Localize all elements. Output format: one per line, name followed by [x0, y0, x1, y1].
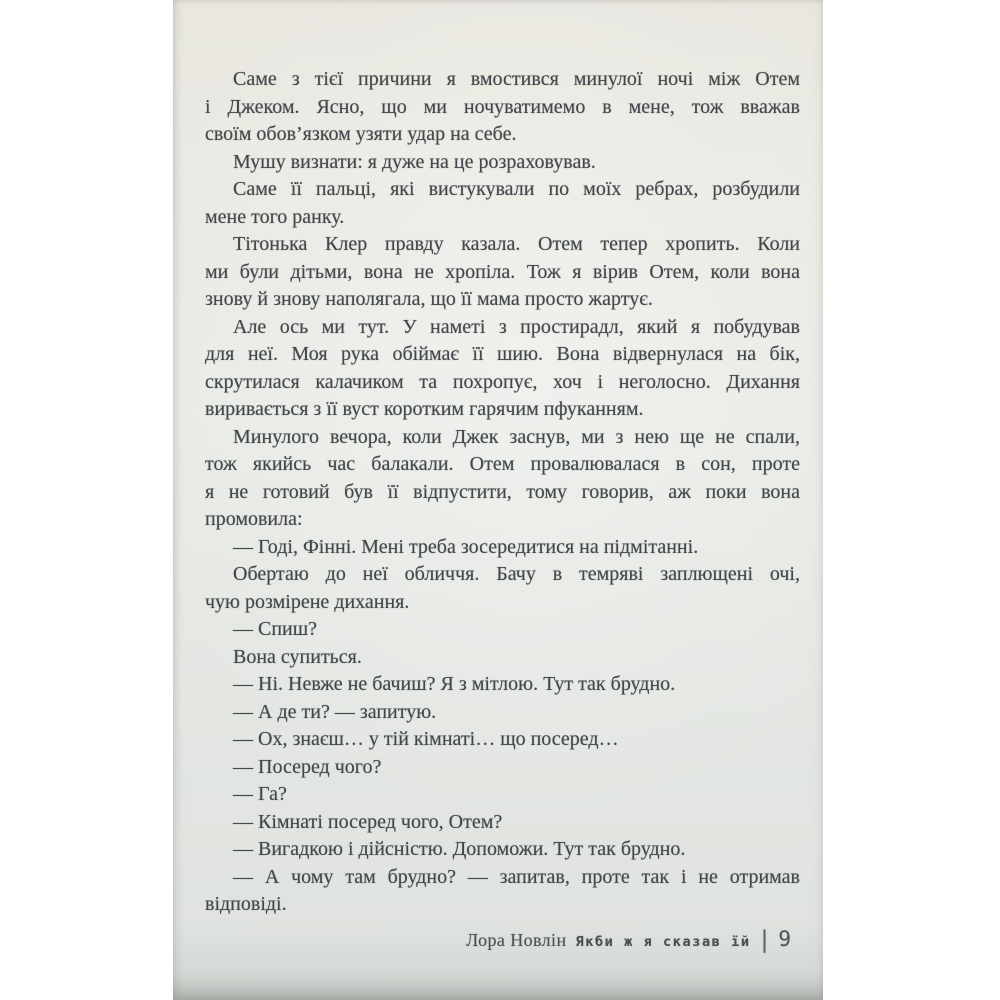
text-line: Мушу визнати: я дуже на це розраховував.	[233, 150, 596, 173]
text-line: — А чому там брудно? — запитав, проте так і не отримав	[233, 865, 800, 888]
text-line: я не готовий був її відпустити, тому говорив, аж поки вона	[205, 480, 800, 503]
text-line: Обертаю до неї обличчя. Бачу в темряві заплющені очі,	[233, 563, 800, 585]
footer-separator: |	[760, 927, 769, 953]
text-line: Вона супиться.	[233, 645, 362, 668]
text-line: і Джеком. Ясно, що ми ночуватимемо в мене, тож вважав	[205, 95, 800, 118]
page-number: 9	[778, 927, 791, 951]
book-page-photo	[173, 0, 823, 1000]
text-line: — Га?	[233, 783, 287, 805]
text-line: ми були дітьми, вона не хропіла. Тож я вірив Отем, коли вона	[205, 260, 800, 283]
text-line: — Спиш?	[233, 618, 318, 640]
page-footer	[466, 926, 791, 952]
text-line: — Вигадкою і дійсністю. Допоможи. Тут так брудно.	[233, 838, 686, 860]
text-line: виривається з її вуст коротким гарячим пфуканням.	[205, 398, 644, 420]
text-line: Саме з тієї причини я вмостився минулої ночі між Отем	[233, 68, 800, 90]
text-line: — Ні. Невже не бачиш? Я з мітлою. Тут так брудно.	[233, 673, 676, 695]
text-line: чую розмірене дихання.	[205, 590, 410, 613]
text-line: своїм обов’язком узяти удар на себе.	[205, 123, 517, 145]
text-line: промовила:	[205, 508, 303, 530]
text-line: мене того ранку.	[205, 205, 345, 228]
footer-author: Лора Новлін	[465, 930, 567, 950]
text-line: — Посеред чого?	[233, 755, 382, 778]
text-line: Минулого вечора, коли Джек заснув, ми з нею ще не спали,	[233, 425, 800, 448]
footer-book-title: Якби ж я сказав їй	[575, 934, 751, 950]
text-line: Але ось ми тут. У наметі з простирадл, який я побудував	[233, 315, 800, 338]
text-line: знову й знову наполягала, що її мама просто жартує.	[205, 288, 653, 310]
text-line: відповіді.	[205, 893, 287, 915]
text-line: — Кімнаті посеред чого, Отем?	[233, 810, 503, 833]
text-line: скрутилася калачиком та похропує, хоч і неголосно. Дихання	[205, 370, 800, 393]
text-line: — Ох, знаєш… у тій кімнаті… що посеред…	[233, 728, 619, 750]
text-line: — Годі, Фінні. Мені треба зосередитися на підмітанні.	[233, 535, 699, 558]
text-line: Саме її пальці, які вистукували по моїх ребрах, розбудили	[233, 178, 800, 200]
text-line: тож якийсь час балакали. Отем провалювалася в сон, проте	[205, 453, 800, 475]
text-line: — А де ти? — запитую.	[233, 700, 437, 723]
text-line: Тітонька Клер правду казала. Отем тепер хропить. Коли	[233, 233, 800, 255]
text-block	[205, 66, 800, 919]
text-line: для неї. Моя рука обіймає її шию. Вона відвернулася на бік,	[205, 343, 800, 365]
